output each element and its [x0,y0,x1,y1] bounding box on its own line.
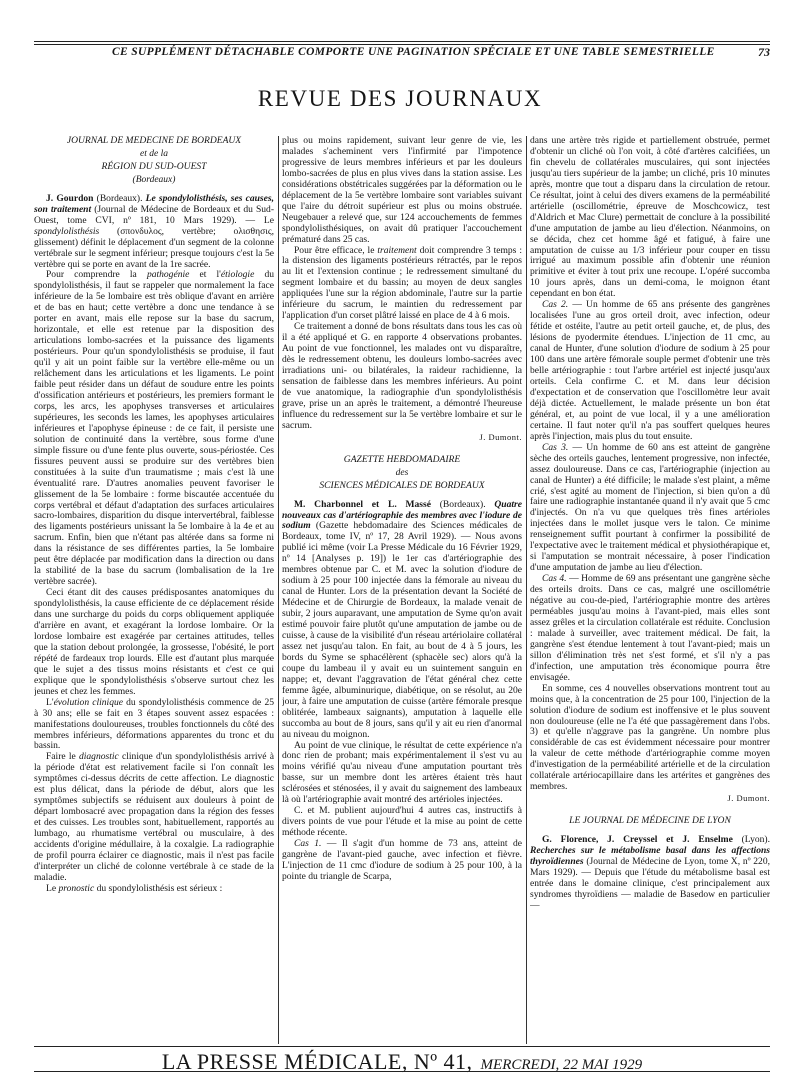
case-label: Cas 4. [542,573,567,585]
text-run: du spondylolisthésis commence de 25 à 30 ans; elle se fait en 3 étapes souvent assez espacées : manifestations douloureuses, troubles fonctionnels du côté des membres inférieurs, déformations apparentes du tronc et du bassin. [34,696,274,752]
column-divider [278,136,279,1044]
text-run: (Bordeaux). [93,192,146,204]
text-run: du spondylolisthésis, il faut se rappeler que normalement la face inférieure de la 5e lombaire est très oblique d'avant en arrière et de bas en haut; cette vertèbre a donc une tendance à se porter en avant, mais elle repose sur la base du sacrum, horizontale, et elle est retenue par la disposition des articulations lombo-sacrées et la puissance des ligaments postérieurs. Pour qu'un spondylolisthésis se produise, il faut qu'il y ait un point faible sur la vertèbre elle-même ou un relâchement dans les articulations et les ligaments. Le point faible peut résider dans un défaut de soudure entre les points d'ossification antérieurs et postérieurs, les premiers formant le corps, les arcs, les apophyses transverses et articulaires supérieures, les seconds les lames, les apophyses articulaires inférieures et l'apophyse épineuse : de ce fait, il persiste une solution de continuité dans la vertèbre, sous forme d'une simple fissure ou d'une fente plus ouverte, sous-périostée. Ces fissures peuvent aussi se produire sur des vertèbres bien constituées à la suite d'un traumatisme ; mais c'est là une éventualité rare. D'autres anomalies peuvent favoriser le glissement de la 5e lombaire : forme biscautée accentuée du corps vertébral et défaut d'adaptation des surfaces articulaires sacro-lombaires, disparition du disque intervertébral, faiblesse des ligaments postérieurs unissant la 5e lombaire à la 4e et au sacrum. Enfin, bien que n'étant pas altérée dans sa forme ni dans la résistance de ses différentes parties, la 5e lombaire peut être déplacée par modification dans la direction ou dans la stabilité de la base du sacrum (lombalisation de la 1re vertèbre sacrée). [34,269,274,588]
text-run: — Un homme de 60 ans est atteint de gangrène sèche des orteils gauches, lentement progressive, non infectée, assez douloureuse. Dans ce cas, l'artériographie (injection au canal de Hunter) a été difficile; le malade s'est plaint, a même crié, s'est agité au moment de l'injection, si bien qu'on a dû faire une radiographie instantanée quand il n'y avait que 5 cmc d'injectés. On n'a vu que quelques très fines artérioles injectées dans le mollet jusque vers le talon. Ce minime renseignement suffit pourtant à confirmer la possibilité de l'expectative avec le traitement médical et physiothérapique et, si l'amputation se montrait nécessaire, à poser l'indication d'une amputation de jambe au lieu d'élection. [530,441,770,574]
text-run: (Journal de Médecine de Lyon, tome X, nº 220, Mars 1929). — Depuis que l'étude du métabolisme basal est entrée dans le domaine clinique, c'est principalement aux syndromes thyroïdiens — maladie de Basedow en particulier — [530,856,770,911]
article-author: J. Gourdon [46,192,94,204]
emphasis: évolution clinique [53,696,123,708]
emphasis: traitement [377,244,417,256]
article-paragraph: Au point de vue clinique, le résultat de cette expérience n'a donc rien de probant; mais expérimentalement il s'est vu au moins vérifié qu'au niveau d'une amputation pourtant très basse, sur un membre dont les artères étaient très haut sclérosées et sténosées, il y avait du saignement des lambeaux là où l'artériographie avait montré des artérioles injectées. [282,739,522,806]
page-title: REVUE DES JOURNAUX [257,86,543,111]
article-title: Recherches sur le métabolisme basal dans les affections thyroïdiennes [530,845,770,867]
article-paragraph: dans une artère très rigide et partiellement obstruée, permet d'obtenir un cliché où l'on voit, à côté d'artères calcifiées, un fin chevelu de collatérales musculaires, qui sont injectées jusqu'au tiers supérieur de la jambe; un cliché, pris 10 minutes après, montre que tout a disparu dans la circulation de retour. Ce résultat, joint à celui des divers examens de la perméabilité artérielle (oscillométrie, épreuve de Moschcowicz, test d'Aldrich et Mac Clure) permettait de conclure à la possibilité d'une amputation de jambe au lieu d'élection. Néanmoins, on se décida, chez cet homme âgé et fatigué, à faire une amputation de cuisse au 1/3 inférieur pour couper en tissu irrigué au maximum possible afin d'obtenir une réunion primitive et éviter à tout prix une recoupe. L'opéré succomba 10 jours après, dans un demi-coma, le moignon étant cependant en bon état. [530,136,770,300]
article-paragraph [282,839,522,883]
page-number: 73 [758,45,770,59]
text-run: Le [46,882,59,894]
article-paragraph: En somme, ces 4 nouvelles observations montrent tout au moins que, à la concentration de 25 pour 100, l'injection de la solution d'iodure de sodium est inoffensive et le plus souvent non douloureuse (elle ne l'a été que passagèrement dans l'obs. 3) et qu'elle n'aggrave pas la gangrène. Un nombre plus considérable de cas est évidemment nécessaire pour montrer la valeur de cette méthode d'artériographie comme moyen d'investigation de la perméabilité artérielle et de la circulation collatérale artériocapillaire dans les artérites et gangrènes des membres. [530,682,770,793]
article-paragraph: Ce traitement a donné de bons résultats dans tous les cas où il a été appliqué et G. en rapporte 4 observations probantes. Au point de vue fonctionnel, les malades ont vu disparaître, dès le redressement obtenu, les douleurs lombo-sacrées avec irradiations uni- ou bilatérales, la raideur rachidienne, la sensation de faiblesse dans les membres inférieurs. Au point de vue anatomique, la radiographie d'un spondylolisthésis grave, prise un an après le traitement, a démontré l'heureuse influence du redressement sur la 5e vertèbre lombaire et sur le sacrum. [282,321,522,431]
text-run: Pour être efficace, le [294,244,378,256]
section-title: JOURNAL DE MÉDECINE DE BORDEAUX [66,136,242,146]
text-run: — Homme de 69 ans présentant une gangrène sèche des orteils droits. Dans ce cas, malgré une oscillométrie négative au cou-de-pied, l'artériographie montre des artères perméables jusqu'au moins à l'avant-pied, mais elles sont assez grêles et la circulation collatérale est réduite. Conclusion : malade à surveiller, avec traitement médical. De fait, la gangrène s'est étendue lentement à tout l'avant-pied; mais un sillon d'élimination très net s'est formé, et s'il n'y a pas d'infection, une amputation très économique pourra être envisagée. [530,573,770,683]
article-author: G. Florence, J. Creyssel et J. Enselme [542,834,733,846]
article-paragraph [34,270,274,588]
article-paragraph [34,698,274,753]
column-2 [282,136,522,1044]
article-title: Le spondylolisthésis, ses causes, son traitement [34,192,274,215]
article-paragraph [34,752,274,883]
text-run: (Journal de Médecine de Bordeaux et du Sud-Ouest, tome CVI, nº 181, 10 Mars 1929). — Le [34,203,274,226]
column-3 [530,136,770,1044]
emphasis: spondylolisthésis [34,225,100,237]
section-subtitle: et de la [140,148,168,159]
text-run: Faire le [46,751,79,763]
author-signature: J. Dumont. [479,431,522,442]
text-run: (Lyon). [732,834,770,846]
case-label: Cas 3. [542,441,569,453]
journal-name: LA PRESSE MÉDICALE, Nº 41, [161,1049,473,1074]
page-header [34,37,770,67]
footer-rule [34,1046,770,1047]
article-paragraph [282,500,522,741]
article-paragraph [282,246,522,323]
article-columns [34,136,770,1044]
column-divider [526,136,527,1044]
text-run: et l' [189,269,221,281]
case-label: Cas 2. [542,299,569,311]
header-rule [34,41,770,42]
section-subtitle: RÉGION DU SUD-OUEST [101,160,207,172]
article-paragraph: plus ou moins rapidement, suivant leur genre de vie, les malades s'acheminent vers l'infirmité par l'impotence progressive de leurs membres inférieurs et par les douleurs lombo-sacrées de plus en plus vives dans la station assise. Les considérations obstétricales suggérées par la déformation ou le déplacement de la 5e vertèbre lombaire sont variables suivant que l'aire du détroit supérieur est plus ou moins obstruée. Neugebauer a relevé que, sur 124 accouchements de femmes spondylolisthésiques, on avait dû pratiquer l'accouchement prématuré dans 25 cas. [282,136,522,245]
article-paragraph: C. et M. publient aujourd'hui 4 autres cas, instructifs à divers points de vue pour l'étude et la mise au point de cette méthode récente. [282,805,522,839]
issue-date: MERCREDI, 22 MAI 1929 [480,1057,643,1073]
article-paragraph [530,835,770,912]
emphasis: étiologie [220,269,255,281]
article-author: M. Charbonnel et L. Massé [294,498,431,510]
page-footer [34,1046,770,1074]
case-label: Cas 1. [294,838,322,850]
section-subtitle: SCIENCES MÉDICALES DE BORDEAUX [319,479,485,491]
text-run: Pour comprendre la [46,269,147,281]
footer-rule [34,1071,770,1072]
supplement-notice: CE SUPPLÉMENT DÉTACHABLE COMPORTE UNE PAGINATION SPÉCIALE ET UNE TABLE SEMESTRIELLE [112,46,715,58]
text-run: (σπονδυλος, vertèbre; ολισθησις, glissement) définit le déplacement d'un segment de la colonne vertébrale sur le segment inférieur; presque toujours c'est la 5e vertèbre qui se porte en avant de la 1re sacrée. [34,225,274,270]
text-run: (Gazette hebdomadaire des Sciences médicales de Bordeaux, tome IV, nº 17, 28 Avril 1929). — Nous avons publié ici même (voir La Presse Médicale du 16 Février 1929, nº 14 [Analyses p. 19]) le 1er cas d'artériographie des membres obtenue par C. et M. avec la solution d'iodure de sodium à 25 pour 100 injectée dans la fémorale au niveau du canal de Hunter. Lors de la présentation devant la Société de Médecine et de Chirurgie de Bordeaux, la malade venait de subir, 2 jours auparavant, une amputation de Syme qu'on avait estimé pouvoir faire plutôt qu'une amputation de jambe ou de cuisse, à cause de la visibilité d'un réseau artériolaire collatéral assez net jusqu'au talon. En fait, au bout de 4 à 5 jours, les bords du Syme se sphacélèrent (sphacèle sec) alors qu'à la coupe du lambeau il y avait eu un suintement sanguin en nappe; et, devant l'aggravation de l'état général chez cette femme âgée, albuminurique, diabétique, on se résolut, au 20e jour, à faire une amputation de cuisse (artère fémorale presque oblitérée, lambeaux saignants), amputation à laquelle elle succomba au bout de 8 jours, sans qu'il y ait eu rien d'anormal au niveau du moignon. [282,520,522,740]
section-subtitle: des [395,467,409,478]
column-1 [34,136,274,1044]
article-paragraph [530,443,770,574]
article-paragraph [34,194,274,271]
text-run: L' [46,696,54,708]
article-title: Quatre nouveaux cas d'artériographie des membres avec l'iodure de sodium [282,498,522,532]
emphasis: pathogénie [146,269,190,281]
section-title: LE JOURNAL DE MÉDECINE DE LYON [569,815,731,827]
section-city: (Bordeaux) [132,174,176,185]
article-paragraph [34,884,274,895]
text-run: (Bordeaux). [430,498,495,510]
text-run: du spondylolisthésis est sérieux : [94,882,223,894]
text-run: — Il s'agit d'un homme de 73 ans, atteint de gangrène de l'avant-pied gauche, avec infection et fièvre. L'injection de 11 cmc d'iodure de sodium à 25 pour 100, à la pointe du triangle de Scarpa, [282,838,522,882]
author-signature: J. Dumont. [727,793,770,804]
text-run: clinique d'un spondylolisthésis arrivé à la période d'état est relativement facile si l'on connaît les symptômes ci-dessus décrits de cette affection. Le diagnostic est plus délicat, dans la période de début, alors que les symptômes subjectifs se réduisent aux douleurs à point de départ lombosacré avec propagation dans la région des fesses et des cuisses. Les troubles sont, habituellement, rapportés au lumbago, au rhumatisme vertébral ou musculaire, à des accidents d'origine médullaire, à la coxalgie. La radiographie de profil pourra éclairer ce diagnostic, mais il n'est pas facile d'interpréter un cliché de colonne vertébrale à ce stade de la maladie. [34,751,274,883]
article-paragraph: Ceci étant dit des causes prédisposantes anatomiques du spondylolisthésis, la cause efficiente de ce déplacement réside dans une surcharge du poids du corps obliquement appliquée d'arrière en avant, et exagérant la lordose lombaire. Or la lordose lombaire est exagérée par certaines attitudes, telles que la station debout prolongée, la grossesse, l'obésité, le port répété de fardeaux trop lourds. Elle est d'autant plus marquée que le sujet a des tissus moins résistants et c'est ce qui explique que le spondylolisthésis s'observe surtout chez les jeunes et chez les femmes. [34,587,274,697]
emphasis: pronostic [58,882,95,894]
header-rule [34,44,770,45]
emphasis: diagnostic [78,751,119,763]
article-paragraph [530,300,770,442]
section-title: GAZETTE HEBDOMADAIRE [343,453,461,465]
text-run: — Un homme de 65 ans présente des gangrènes localisées l'une au gros orteil droit, avec infection, odeur fétide et ostéite, l'autre au petit orteil gauche, et, de plus, des lésions de pyodermite étendues. L'injection de 11 cmc, au canal de Hunter, d'une solution d'iodure de sodium à 25 pour 100 dans une artère fémorale souple permet d'obtenir une très belle artériographie : tout l'arbre artériel est injecté jusqu'aux orteils. Cela confirme C. et M. dans leur décision d'expectation et de conservation que l'oscillomètre leur avait déjà dictée. Actuellement, le malade présente un bon état général, et, au point de vue local, il y a une amélioration certaine. Il faut noter qu'il n'a pas souffert quelques heures après l'injection, mais plus du tout ensuite. [530,299,770,442]
text-run: doit comprendre 3 temps : la distension des ligaments postérieurs rétractés, par le repos au lit et l'extension continue ; le redressement simultané du segment lombaire et du bassin; au moyen de deux sangles appliquées l'une sur la région abdominale, l'autre sur la partie inférieure du sacrum, le maintien du redressement par l'application d'un corset plâtré laissé en place de 4 à 6 mois. [282,244,522,322]
article-paragraph [530,574,770,684]
